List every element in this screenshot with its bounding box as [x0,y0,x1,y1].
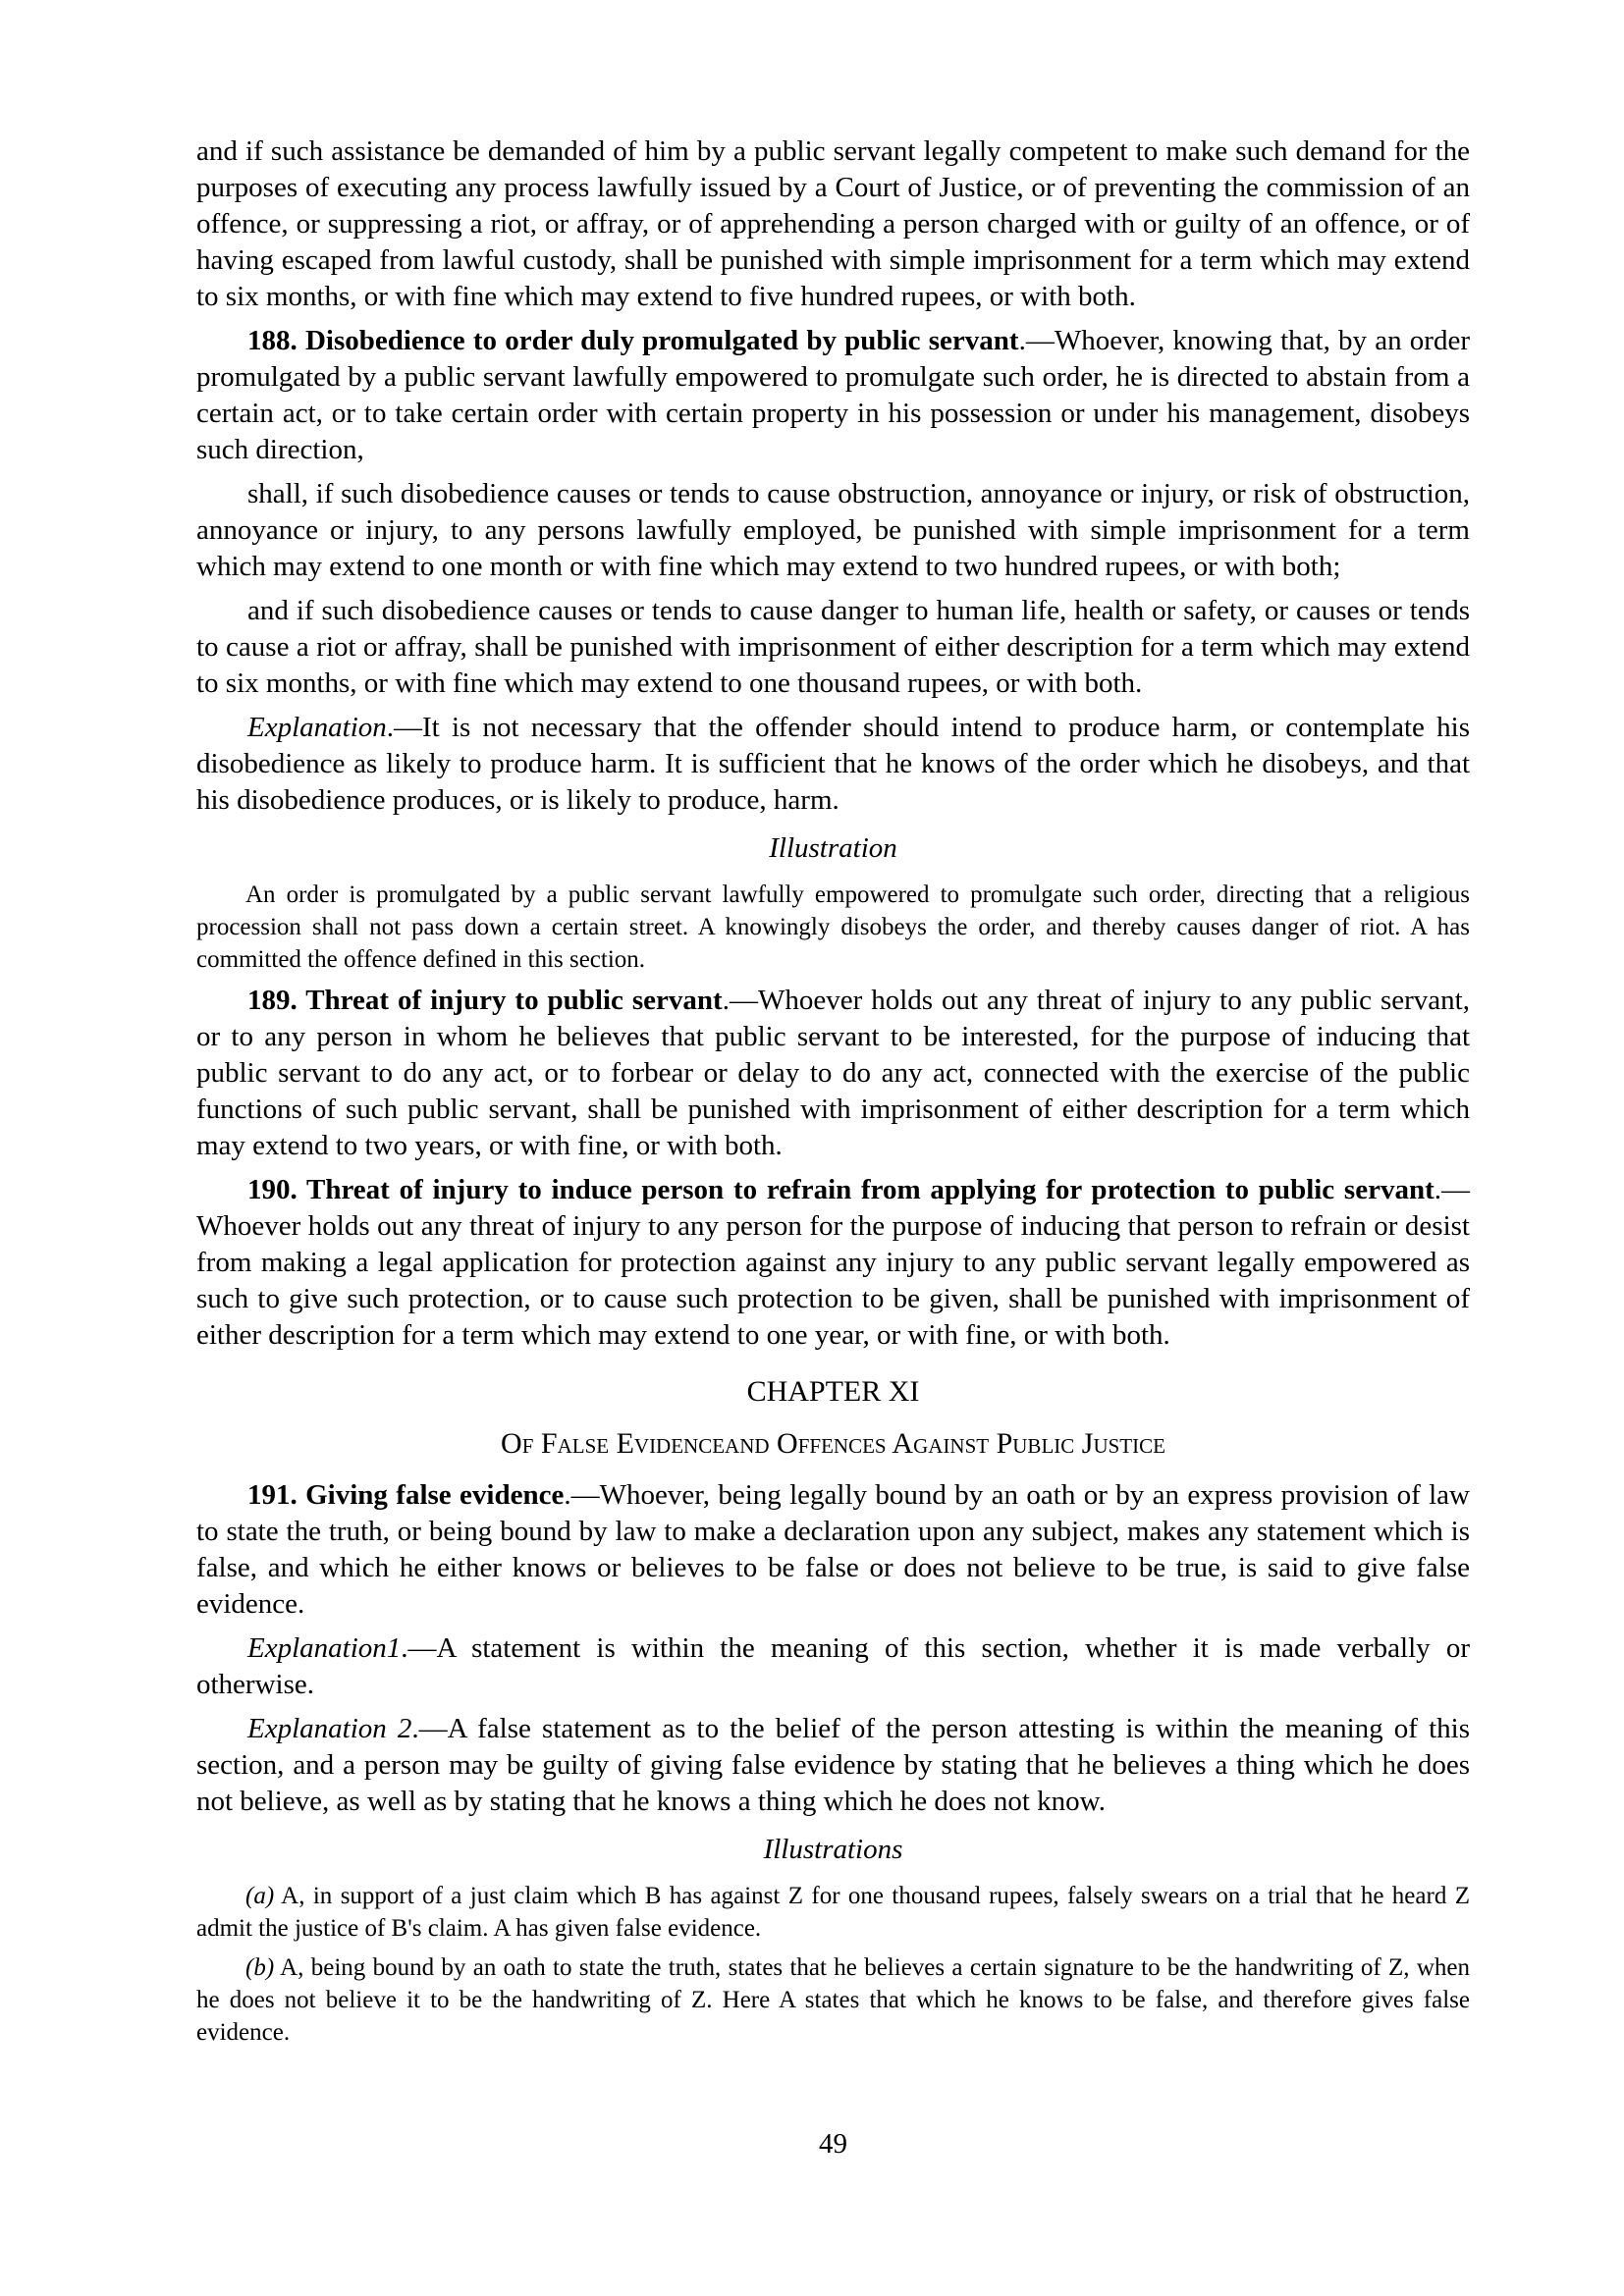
text-run: .—Whoever holds out any threat of injury to any public servant, or to any person in whom he believes that public servant to be interested, for the purpose of inducing that public servant to do any act, or to forbear or delay to do any act, connected with the exercise of the public functions of such public servant, shall be punished with imprisonment of either description for a term which may extend to two years, or with fine, or with both. [196,985,1470,1161]
text-run: .—It is not necessary that the offender should intend to produce harm, or contemplate his disobedience as likely to produce harm. It is sufficient that he knows of the order which he disobeys, and that his disobedience produces, or is likely to produce, harm. [196,712,1470,816]
section-188-clause-2 [196,593,1470,702]
chapter-subtitle [196,1425,1470,1462]
text-run: An order is promulgated by a public servant lawfully empowered to promulgate such order, directing that a religious procession shall not pass down a certain street. A knowingly disobeys the order, and thereby causes danger of riot. A has committed the offence defined in this section. [196,881,1470,973]
section-191 [196,1477,1470,1623]
chapter-heading [196,1373,1470,1410]
continuation-paragraph [196,133,1470,315]
illustrations-heading [196,1832,1470,1868]
text-run: Of False Evidenceand Offences Against Public Justice [501,1427,1165,1460]
bold-run: 189. Threat of injury to public servant [247,985,723,1016]
section-191-explanation-2 [196,1711,1470,1820]
text-run: Illustrations [763,1834,903,1865]
bold-run: 190. Threat of injury to induce person to refrain from applying for protection to public servant [247,1174,1435,1205]
italic-run: (a) [245,1883,275,1909]
text-run: and if such disobedience causes or tends to cause danger to human life, health or safety, or causes or tends to cause a riot or affray, shall be punished with imprisonment of either description for a term which may extend to six months, or with fine which may extend to one thousand rupees, or with both. [196,595,1470,699]
text-run: .—A statement is within the meaning of this section, whether it is made verbally or otherwise. [196,1632,1470,1700]
section-188-clause-1 [196,476,1470,585]
section-191-explanation-1 [196,1630,1470,1703]
section-188-explanation [196,710,1470,819]
page-number: 49 [819,2128,847,2160]
section-190 [196,1172,1470,1354]
bold-run: 191. Giving false evidence [247,1479,565,1511]
text-run: shall, if such disobedience causes or tends to cause obstruction, annoyance or injury, or risk of obstruction, annoyance or injury, to any persons lawfully employed, be punished with simple imprisonment for a term which may extend to one month or with fine which may extend to two hundred rupees, or with both; [196,478,1470,582]
section-191-illustration-b [196,1951,1470,2049]
section-188-illustration [196,879,1470,976]
document-content [196,133,1470,2056]
illustration-heading [196,830,1470,867]
bold-run: 188. Disobedience to order duly promulgated by public servant [247,325,1019,356]
text-run: .—A false statement as to the belief of the person attesting is within the meaning of this section, and a person may be guilty of giving false evidence by stating that he believes a thing which he does not believe, as well as by stating that he knows a thing which he does not know. [196,1713,1470,1817]
text-run: Illustration [769,832,897,864]
section-188 [196,323,1470,468]
italic-run: Explanation 2 [247,1713,412,1744]
text-run: .—Whoever holds out any threat of injury to any person for the purpose of inducing that person to refrain or desist from making a legal application for protection against any injury to any public servant legally empowered as such to give such protection, or to cause such protection to be given, shall be punished with imprisonment of either description for a term which may extend to one year, or with fine, or with both. [196,1174,1470,1351]
section-191-illustration-a [196,1880,1470,1945]
text-run: .—Whoever, knowing that, by an order promulgated by a public servant lawfully empowered to promulgate such order, he is directed to abstain from a certain act, or to take certain order with certain property in his possession or under his management, disobeys such direction, [196,325,1470,465]
text-run: CHAPTER XI [746,1375,920,1408]
text-run: and if such assistance be demanded of him by a public servant legally competent to make such demand for the purposes of executing any process lawfully issued by a Court of Justice, or of preventing the commission of an offence, or suppressing a riot, or affray, or of apprehending a person charged with or guilty of an offence, or of having escaped from lawful custody, shall be punished with simple imprisonment for a term which may extend to six months, or with fine which may extend to five hundred rupees, or with both. [196,135,1470,312]
italic-run: Explanation1 [247,1632,402,1664]
text-run: A, in support of a just claim which B has against Z for one thousand rupees, falsely swears on a trial that he heard Z admit the justice of B's claim. A has given false evidence. [196,1883,1470,1942]
text-run: A, being bound by an oath to state the truth, states that he believes a certain signature to be the handwriting of Z, when he does not believe it to be the handwriting of Z. Here A states that which he knows to be false, and therefore gives false evidence. [196,1954,1470,2046]
section-189 [196,983,1470,1164]
italic-run: Explanation [247,712,387,743]
italic-run: (b) [245,1954,275,1981]
text-run: .—Whoever, being legally bound by an oath or by an express provision of law to state the truth, or being bound by law to make a declaration upon any subject, makes any statement which is false, and which he either knows or believes to be false or does not believe to be true, is said to give false evidence. [196,1479,1470,1620]
